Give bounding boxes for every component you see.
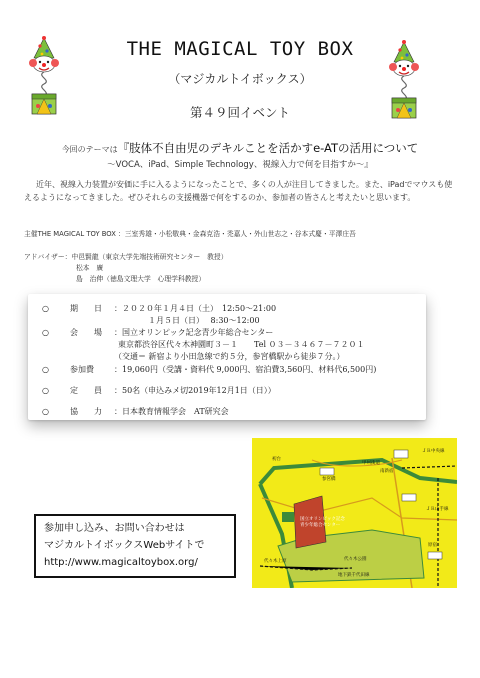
map-label-yoyogi-park: 代々木公園 — [344, 557, 367, 562]
contact-line: 参加申し込み、お問い合わせは — [44, 523, 185, 534]
access-map — [252, 438, 457, 588]
page-title: THE MAGICAL TOY BOX — [126, 38, 354, 60]
info-capacity-row — [42, 385, 276, 396]
contact-box — [34, 514, 236, 578]
info-label: 期 日 — [70, 304, 102, 313]
info-label: 会 場 — [70, 328, 102, 337]
info-value: ：50名（申込みメ切2019年12月1日（日）） — [114, 386, 276, 395]
info-venue-row — [42, 327, 273, 338]
contact-line: マジカルトイボックスWebサイトで — [44, 540, 205, 551]
map-label-harajuku: 原宿 — [428, 543, 437, 548]
adviser-line: アドバイザー：中邑賢龍（東京大学先端技術研究センター 教授） — [24, 253, 228, 261]
bullet-circle-icon: ○ — [42, 407, 49, 416]
theme-line — [20, 137, 460, 156]
theme-main: 『肢体不自由児のデキルことを活かすe-ATの活用について — [117, 141, 419, 155]
info-cooperation-row — [42, 406, 229, 417]
adviser-line: 島 治伸（徳島文理大学 心理学科教授） — [76, 275, 206, 283]
bullet-circle-icon: ○ — [42, 328, 49, 337]
organizers: 主催THE MAGICAL TOY BOX ：三室秀雄・小松敬典・金森克浩・禿嘉人・外山世志之・谷本式慶・平澤庄吾 — [24, 230, 356, 238]
theme-prefix: 今回のテーマは — [61, 145, 118, 154]
info-fee-row — [42, 364, 376, 375]
event-info-box — [28, 294, 426, 420]
info-date-second: １月５日（日） 8:30〜12:00 — [148, 316, 260, 325]
map-label-center-line1: 国立オリンピック記念 — [300, 517, 345, 522]
info-venue-access: （交通＝ 新宿より小田急線で約５分，参宮橋駅から徒歩７分。） — [114, 352, 345, 361]
map-label-yoyogi-uehara: 代々木上原 — [264, 559, 287, 564]
map-label-jr-yamanote: ＪＲ山手線 — [426, 507, 449, 512]
info-value: ：19,060円（受講・資料代 9,000円、宿泊費3,560円、材料代6,500円) — [114, 365, 377, 374]
intro-paragraph: 近年、視線入力装置が安価に手に入るようになったことで、多くの人が注目してきました。また、iPadでマウスも使えるようになってきました。ぜひそれらの支援機器で何をするのか、参加者の皆さんと考えたいと思います。 — [24, 180, 453, 202]
page-subtitle: （マジカルトイボックス） — [168, 72, 312, 86]
event-number: 第４９回イベント — [189, 105, 290, 120]
info-value: ：２０２０年１月４日（土） 12:50〜21:00 — [114, 304, 277, 313]
contact-url-link[interactable]: http://www.magicaltoybox.org/ — [44, 557, 198, 568]
map-label-chikatetsu: 地下鉄千代田線 — [338, 573, 370, 578]
map-label-minamishinjuku: 南新宿 — [380, 469, 394, 474]
info-label: 参加費 — [70, 365, 94, 374]
bullet-circle-icon: ○ — [42, 386, 49, 395]
info-venue-address: 東京都渋谷区代々木神園町３－１ Tel ０３－３４６７－７２０１ — [118, 340, 365, 349]
bullet-circle-icon: ○ — [42, 304, 49, 313]
map-label-koshu: 甲州街道 — [362, 461, 380, 466]
bullet-circle-icon: ○ — [42, 365, 49, 374]
theme-subtitle: 〜VOCA、iPad、Simple Technology、視線入力で何を目指すか〜』 — [107, 160, 373, 170]
map-label-jr-chuo: ＪＲ中央線 — [422, 449, 445, 454]
map-label-center-line2: 青少年総合センター — [300, 523, 341, 528]
olympic-center-site — [294, 496, 326, 548]
info-date-row — [42, 303, 276, 314]
advisers — [24, 252, 228, 285]
info-label: 協 力 — [70, 407, 102, 416]
map-label-sangubashi: 参宮橋 — [322, 477, 336, 482]
info-value: ：国立オリンピック記念青少年総合センター — [114, 328, 274, 337]
adviser-line: 松本 廣 — [76, 264, 104, 272]
info-value: ：日本教育情報学会 AT研究会 — [114, 407, 229, 416]
info-label: 定 員 — [70, 386, 102, 395]
map-label-hatsudai: 初台 — [272, 457, 281, 462]
